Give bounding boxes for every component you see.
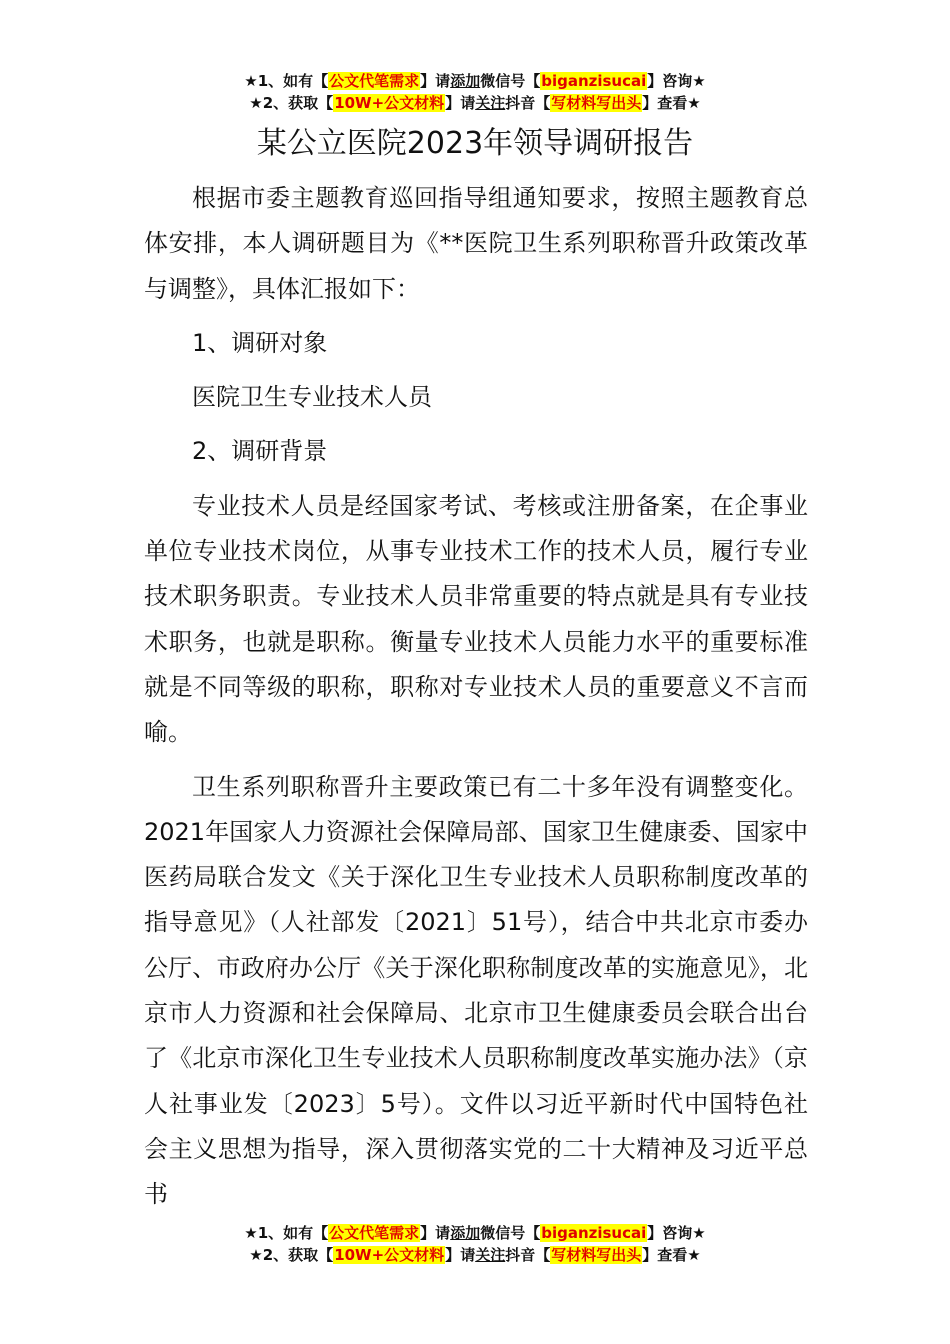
promo-text: ★2、获取【: [249, 1246, 334, 1264]
promo-highlight: biganzisucai: [541, 1224, 647, 1242]
promo-line-1: [0, 1222, 950, 1244]
promo-underline: 关注: [475, 94, 506, 112]
promo-banner-top: [0, 70, 950, 114]
promo-underline: 添加: [450, 1224, 481, 1242]
promo-text: 】咨询★: [647, 72, 706, 90]
promo-highlight: biganzisucai: [541, 72, 647, 90]
paragraph-background: 专业技术人员是经国家考试、考核或注册备案，在企事业单位专业技术岗位，从事专业技术工作的技术人员，履行专业技术职务职责。专业技术人员非常重要的特点就是具有专业技术职务，也就是职称。衡量专业技术人员能力水平的重要标准就是不同等级的职称，职称对专业技术人员的重要意义不言而喻。: [144, 491, 808, 747]
paragraph-intro: 根据市委主题教育巡回指导组通知要求，按照主题教育总体安排，本人调研题目为《**医院卫生系列职称晋升政策改革与调整》，具体汇报如下：: [144, 184, 808, 303]
promo-banner-bottom: [0, 1222, 950, 1266]
promo-line-2: [0, 92, 950, 114]
promo-underline: 添加: [450, 72, 481, 90]
promo-text: 】请: [445, 94, 476, 112]
promo-highlight: 10W+公文材料: [334, 94, 445, 112]
promo-highlight: 写材料写出头: [551, 1246, 642, 1264]
promo-text: 】查看★: [642, 94, 701, 112]
paragraph-subject: 医院卫生专业技术人员: [192, 383, 432, 412]
promo-text: 】请: [445, 1246, 476, 1264]
promo-text: 微信号【: [480, 72, 541, 90]
section-heading-2: 2、调研背景: [192, 437, 328, 466]
promo-line-2: [0, 1244, 950, 1266]
promo-line-1: [0, 70, 950, 92]
promo-highlight: 写材料写出头: [551, 94, 642, 112]
promo-text: 】咨询★: [647, 1224, 706, 1242]
promo-text: ★1、如有【: [244, 1224, 329, 1242]
promo-text: 抖音【: [505, 1246, 551, 1264]
promo-text: 微信号【: [480, 1224, 541, 1242]
promo-highlight: 公文代笔需求: [329, 72, 420, 90]
promo-underline: 关注: [475, 1246, 506, 1264]
document-title: 某公立医院2023年领导调研报告: [256, 126, 694, 161]
document-body: [144, 176, 808, 1227]
promo-text: 】查看★: [642, 1246, 701, 1264]
section-heading-1: 1、调研对象: [192, 328, 328, 357]
paragraph-policy: 卫生系列职称晋升主要政策已有二十多年没有调整变化。2021年国家人力资源社会保障局部、国家卫生健康委、国家中医药局联合发文《关于深化卫生专业技术人员职称制度改革的指导意见》（人社部发〔2021〕51号），结合中共北京市委办公厅、市政府办公厅《关于深化职称制度改革的实施意见》，北京市人力资源和社会保障局、北京市卫生健康委员会联合出台了《北京市深化卫生专业技术人员职称制度改革实施办法》（京人社事业发〔2023〕5号）。文件以习近平新时代中国特色社会主义思想为指导，深入贯彻落实党的二十大精神及习近平总书: [144, 772, 808, 1209]
promo-text: ★2、获取【: [249, 94, 334, 112]
promo-highlight: 公文代笔需求: [329, 1224, 420, 1242]
promo-text: ★1、如有【: [244, 72, 329, 90]
promo-text: 】请: [420, 72, 451, 90]
promo-text: 】请: [420, 1224, 451, 1242]
promo-text: 抖音【: [505, 94, 551, 112]
promo-highlight: 10W+公文材料: [334, 1246, 445, 1264]
